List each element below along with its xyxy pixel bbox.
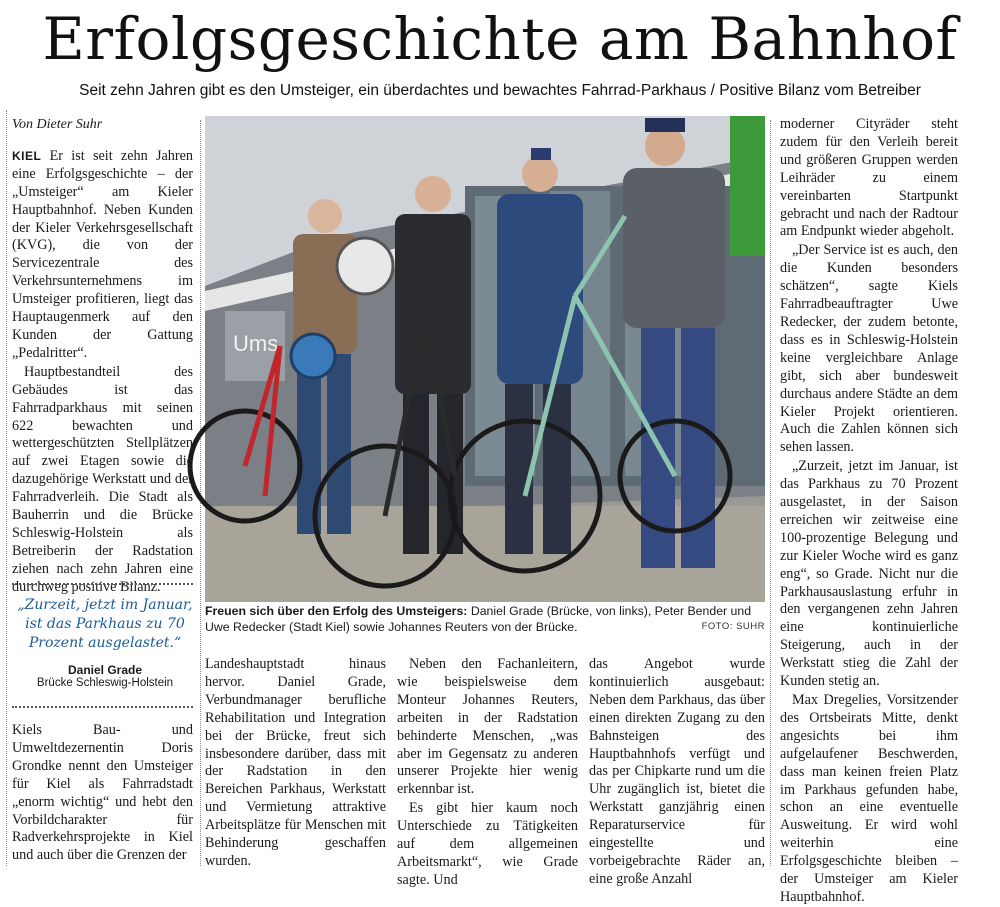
article-paragraph: moderner Cityräder steht zudem für den Verleih bereit und größeren Gruppen werden Leihräder zu einem vereinbarten Startpunkt gebracht und nach der Radtour am Endpunkt wieder abgeholt. xyxy=(780,116,958,240)
photo-caption xyxy=(205,603,765,635)
dateline: KIEL xyxy=(12,148,42,163)
article-column-2 xyxy=(205,656,386,871)
article-column-1-continued xyxy=(12,722,193,865)
pullquote-name: Daniel Grade xyxy=(67,663,143,677)
article-photo xyxy=(205,116,765,602)
article-paragraph: Neben den Fachanleitern, wie beispielsweise dem Monteur Johannes Reuters, arbeiten in der Radstation behinderte Menschen, „was aber im Gegensatz zu anderen unserer Projekte hier wenig erkennbar ist. xyxy=(397,656,578,798)
subheadline: Seit zehn Jahren gibt es den Umsteiger, ein überdachtes und bewachtes Fahrrad-Parkhaus / Positive Bilanz vom Betreiber xyxy=(79,82,921,99)
pullquote xyxy=(12,596,198,689)
byline: Von Dieter Suhr xyxy=(12,117,103,132)
article-paragraph: Hauptbestandteil des Gebäudes ist das Fahrradparkhaus mit seinen 622 bewachten und wettergeschützten Stellplätzen auf zwei Etagen sowie die dazugehörige Werkstatt und der Fahrradverleih. Die Stadt als Bauherrin und die Brücke Schleswig-Holstein als Betreiberin der Radstation ziehen nach zehn Jahren eine durchweg positive Bilanz. xyxy=(12,363,193,595)
column-separator xyxy=(6,110,7,866)
article-paragraph: Max Dregelies, Vorsitzender des Ortsbeirats Mitte, denkt angesichts bei ihm aufgelaufener Beschwerden, dass man keinen freien Platz im Parkhaus gefunden habe, schon an eine eventuelle Ausweitung. Er wird wohl weiterhin eine Erfolgsgeschichte bleiben – der Umsteiger am Kieler Hauptbahnhof. xyxy=(780,692,958,905)
article-column-5 xyxy=(780,116,958,907)
headline: Erfolgsgeschichte am Bahnhof xyxy=(42,5,958,73)
helmet-blue xyxy=(291,334,335,378)
caption-text: Daniel Grade (Brücke, von links), Peter Bender und Uwe Redecker (Stadt Kiel) sowie Johannes Reuters von der Brücke. xyxy=(205,604,752,634)
column-separator xyxy=(770,120,771,866)
article-paragraph: KIEL Er ist seit zehn Jahren eine Erfolgsgeschichte – der „Umsteiger“ am Kieler Hauptbahnhof. Neben Kunden der Kieler Verkehrsgesellschaft (KVG), die von der Servicezentrale des Verkehrsunternehmens im Umsteiger profitieren, liegt das Hauptaugenmerk auf den Kunden der Gattung „Pedalritter“. xyxy=(12,147,194,361)
building-sign-text: Ums xyxy=(233,331,279,356)
photo-credit: FOTO: SUHR xyxy=(701,621,765,632)
caption-lead: Freuen sich über den Erfolg des Umsteigers: xyxy=(205,604,468,618)
pullquote-divider-top xyxy=(12,583,193,585)
column-separator xyxy=(200,120,201,866)
helmet-white xyxy=(337,238,393,294)
article-column-3 xyxy=(397,656,578,890)
pullquote-text: „Zurzeit, jetzt im Januar, ist das Parkhaus zu 70 Prozent ausgelastet.“ xyxy=(17,597,193,651)
article-paragraph: Es gibt hier kaum noch Unterschiede zu Tätigkeiten auf dem allgemeinen Arbeitsmarkt“, wie Grade sagte. Und xyxy=(397,800,578,888)
pullquote-divider-bottom xyxy=(12,706,193,708)
article-paragraph: das Angebot wurde kontinuierlich ausgebaut: Neben dem Parkhaus, das über einen direkten Zugang zu den Bahnsteigen des Hauptbahnhofs verfügt und das per Chipkarte rund um die Uhr zugänglich ist, bietet die Werkstatt ganzjährig einen Reparaturservice für eingestellte und vorbeigebrachte Räder an, eine große Anzahl xyxy=(589,656,765,887)
photo-illustration xyxy=(205,116,765,602)
article-paragraph: Landeshauptstadt hinaus hervor. Daniel Grade, Verbundmanager berufliche Rehabilitation und Integration bei der Brücke, freut sich insbesondere darüber, dass mit der Radstation in den Bereichen Parkhaus, Werkstatt und Vermietung attraktive Arbeitsplätze für Menschen mit Behinderung geschaffen wurden. xyxy=(205,656,386,869)
article-paragraph: „Der Service ist es auch, den die Kunden besonders schätzen“, sagte Kiels Fahrradbeauftragter Uwe Redecker, der zudem betonte, dass es in Schleswig-Holstein keine vergleichbare Anlage gibt, sich aber bundesweit durchaus andere Städte an dem Kieler Projekt orientieren. Auch die Zahlen können sich sehen lassen. xyxy=(780,242,958,456)
article-column-1 xyxy=(12,116,193,597)
article-column-4 xyxy=(589,656,765,889)
article-paragraph: „Zurzeit, jetzt im Januar, ist das Parkhaus zu 70 Prozent ausgelastet, in der Saison erreichen wir zeitweise eine 100-prozentige Belegung und zur Kieler Woche wird es ganz eng“, so Grade. Nicht nur die Parkhausauslastung erfuhr in den vergangenen zehn Jahren eine kontinuierliche Steigerung, auch in der Werkstatt stieg die Zahl der Kunden stetig an. xyxy=(780,458,958,690)
article-paragraph: Kiels Bau- und Umweltdezernentin Doris Grondke nennt den Umsteiger für Kiel als Fahrradstadt „enorm wichtig“ und hebt den Vorbildcharakter für Radverkehrsprojekte in Kiel und auch über die Grenzen der xyxy=(12,722,193,864)
pullquote-organization: Brücke Schleswig-Holstein xyxy=(36,677,174,689)
